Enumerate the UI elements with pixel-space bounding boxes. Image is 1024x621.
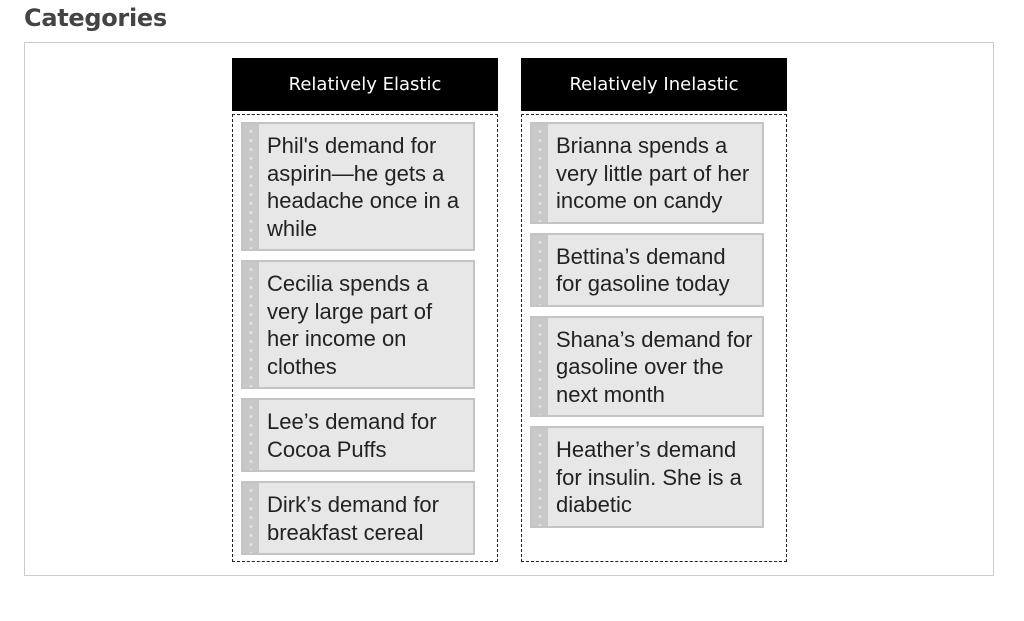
card-text: Lee’s demand for Cocoa Puffs — [267, 409, 437, 462]
drag-handle-icon[interactable] — [243, 400, 259, 470]
dropzone-elastic[interactable] — [232, 114, 498, 562]
drag-card-phil[interactable] — [241, 122, 475, 251]
drag-card-cecilia[interactable] — [241, 260, 475, 389]
drag-card-brianna[interactable] — [530, 122, 764, 224]
category-column-inelastic — [521, 58, 787, 562]
drag-card-dirk[interactable] — [241, 481, 475, 555]
card-text: Phil's demand for aspirin—he gets a headache once in a while — [267, 133, 460, 241]
drag-card-bettina[interactable] — [530, 233, 764, 307]
page-heading: Categories — [24, 4, 167, 32]
drag-handle-icon[interactable] — [243, 262, 259, 387]
drag-card-shana[interactable] — [530, 316, 764, 418]
category-column-elastic — [232, 58, 498, 562]
categories-panel — [24, 42, 994, 576]
card-text: Cecilia spends a very large part of her income on clothes — [267, 271, 433, 379]
drag-handle-icon[interactable] — [243, 124, 259, 249]
drag-handle-icon[interactable] — [532, 235, 548, 305]
category-header-inelastic: Relatively Inelastic — [521, 58, 787, 111]
drag-card-lee[interactable] — [241, 398, 475, 472]
category-header-elastic: Relatively Elastic — [232, 58, 498, 111]
card-text: Bettina’s demand for gasoline today — [556, 243, 730, 296]
drag-handle-icon[interactable] — [532, 428, 548, 526]
dropzone-inelastic[interactable] — [521, 114, 787, 562]
drag-card-heather[interactable] — [530, 426, 764, 528]
card-text: Shana’s demand for gasoline over the next month — [556, 326, 753, 407]
drag-handle-icon[interactable] — [532, 124, 548, 222]
card-text: Heather’s demand for insulin. She is a diabetic — [556, 437, 742, 517]
card-text: Brianna spends a very little part of her income on candy — [556, 133, 750, 213]
drag-handle-icon[interactable] — [532, 318, 548, 416]
drag-handle-icon[interactable] — [243, 483, 259, 553]
card-text: Dirk’s demand for breakfast cereal — [267, 492, 439, 545]
